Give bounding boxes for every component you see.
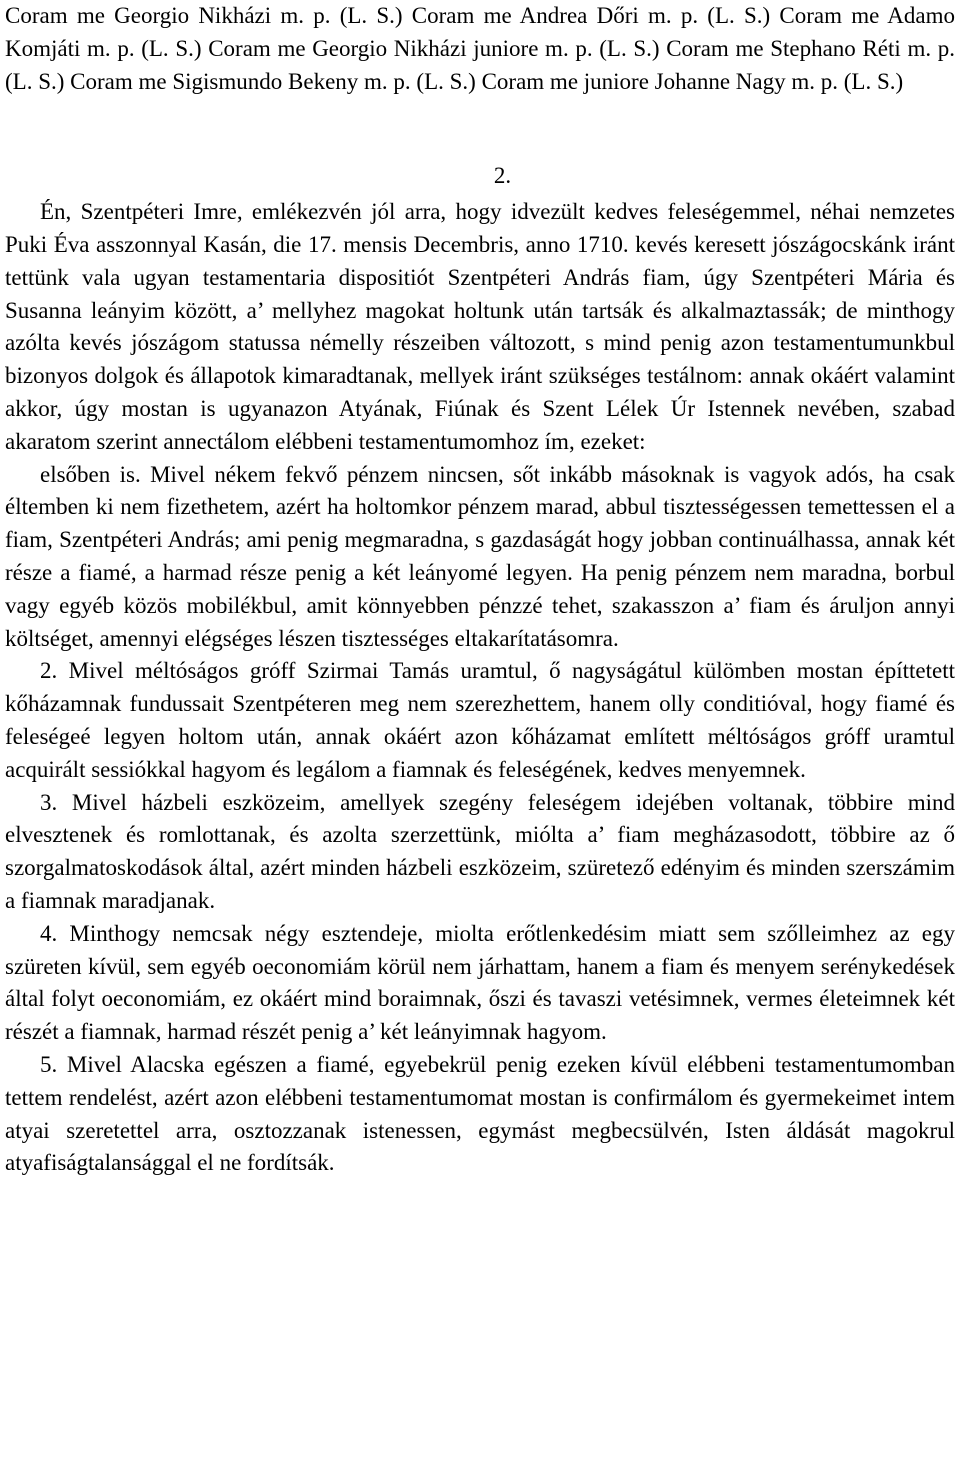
paragraph-first-provision: elsőben is. Mivel nékem fekvő pénzem nincsen, sőt inkább másoknak is vagyok adós, ha csak éltemben ki nem fizethetem, azért ha holtomkor pénzem marad, abbul tisztességessen temettessen el a fiam, Szentpéteri András; ami penig megmaradna, s gazdaságát hogy jobban continuálhassa, annak két része a fiamé, a harmad része penig a két leányomé legyen. Ha penig pénzem nem maradna, borbul vagy egyéb közös mobilékbul, amit könnyebben pénzzé tehet, szakasszon a’ fiam és áruljon annyi költséget, amennyi elégséges lészen tisztességes eltakarítatásomra. [5,461,955,651]
paragraph-third-provision: 3. Mivel házbeli eszközeim, amellyek szegény feleségem idejében voltanak, többire mind elvesztenek és romlottanak, és azolta szerzettünk, miólta a’ fiam megházasodott, többire az ő szorgalmatoskodások által, azért minden házbeli eszközeim, szüretező edényim és minden szerszámim a fiamnak maradjanak. [5,789,955,913]
document-page [5,0,955,1180]
paragraph-fourth-provision: 4. Minthogy nemcsak négy esztendeje, miolta erőtlenkedésim miatt sem szőlleimhez az egy szüreten kívül, sem egyéb oeconomiám körül nem járhattam, hanem a fiam és menyem serénykedések által folyt oeconomiám, ez okáért mind boraimnak, őszi és tavaszi vetésimnek, vermes életeimnek két részét a fiamnak, harmad részét penig a’ két leányimnak hagyom. [5,920,955,1045]
paragraph-fifth-provision: 5. Mivel Alacska egészen a fiamé, egyebekrül penig ezeken kívül elébbeni testamentumomban tettem rendelést, azért azon elébbeni testamentumomat mostan is confirmálom és gyermekeimet intem atyai szeretettel arra, osztozzanak istenessen, egymást megbecsülvén, Isten áldását magokrul atyafiságtalansággal el ne fordítsák. [5,1051,955,1176]
witness-list: Coram me Georgio Nikházi m. p. (L. S.) Coram me Andrea Dőri m. p. (L. S.) Coram me Adamo Komjáti m. p. (L. S.) Coram me Georgio Nikházi juniore m. p. (L. S.) Coram me Stephano Réti m. p. (L. S.) Coram me Sigismundo Bekeny m. p. (L. S.) Coram me juniore Johanne Nagy m. p. (L. S.) [5,3,955,94]
opening-paragraph: Én, Szentpéteri Imre, emlékezvén jól arra, hogy idvezült kedves feleségemmel, néhai nemzetes Puki Éva asszonnyal Kasán, die 17. mensis Decembris, anno 1710. kevés keresett jószágocskánk iránt tettünk vala ugyan testamentaria dispositiót Szentpéteri András fiam, úgy Szentpéteri Mária és Susanna leányim között, a’ mellyhez magokat holtunk után tartsák és alkalmaztassák; de minthogy azólta kevés jószágom statussa némelly részeiben változott, s mind penig azon testamentumunkbul bizonyos dolgok és állapotok kimaradtanak, mellyek iránt szükséges testálnom: annak okáért valamint akkor, úgy mostan is ugyanazon Atyának, Fiúnak és Szent Lélek Úr Istennek nevében, szabad akaratom szerint annectálom elébbeni testamentumomhoz ím, ezeket: [5,199,955,454]
section-number: 2. [493,163,512,189]
paragraph-second-provision: 2. Mivel méltóságos gróff Szirmai Tamás uramtul, ő nagyságátul külömben mostan építtetett kőházamnak fundussait Szentpéteren meg nem szerezhettem, hanem olly conditióval, hogy fiamé és feleségeé legyen holtom után, annak okáért azon kőházamat említett méltóságos gróff uramtul acquirált sessiókkal hagyom és legálom a fiamnak és feleségének, kedves menyemnek. [5,658,955,782]
